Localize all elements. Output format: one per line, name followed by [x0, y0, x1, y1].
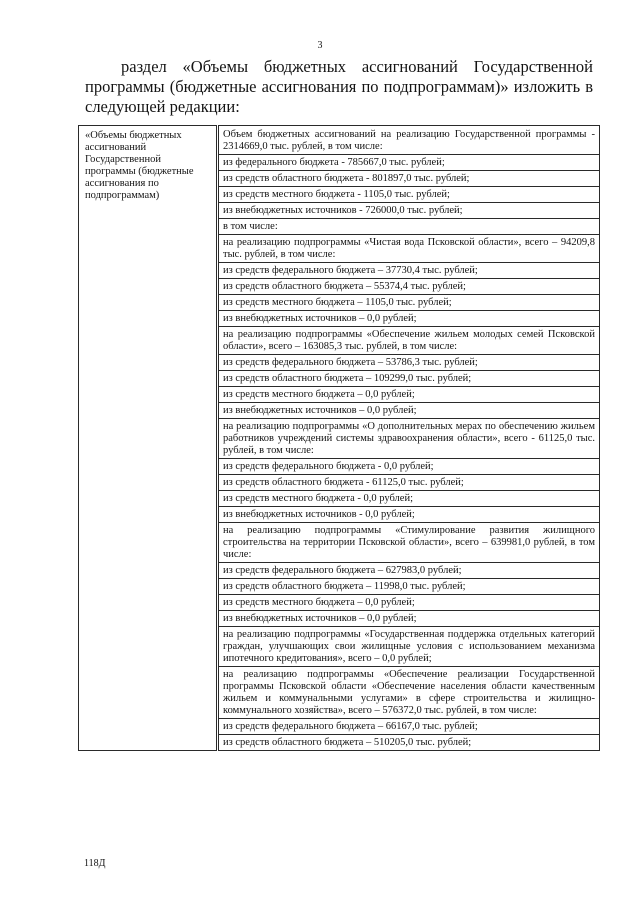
document-code: 118Д	[84, 858, 106, 869]
budget-table	[78, 125, 600, 751]
content-row: на реализацию подпрограммы «Чистая вода Псковской области», всего – 94209,8 тыс. рублей, в том числе:	[219, 234, 599, 262]
content-row: в том числе:	[219, 218, 599, 234]
content-row: на реализацию подпрограммы «О дополнительных мерах по обеспечению жильем работников учреждений системы здравоохранения области», всего - 61125,0 тыс. рублей, в том числе:	[219, 418, 599, 458]
table-row	[79, 126, 600, 751]
content-row: из средств областного бюджета – 510205,0 тыс. рублей;	[219, 734, 599, 750]
content-row: из средств областного бюджета – 11998,0 тыс. рублей;	[219, 578, 599, 594]
content-row: из средств областного бюджета - 801897,0 тыс. рублей;	[219, 170, 599, 186]
content-row: из средств местного бюджета – 0,0 рублей;	[219, 594, 599, 610]
content-row: на реализацию подпрограммы «Стимулирование развития жилищного строительства на территории Псковской области», всего – 639981,0 рублей, в том числе:	[219, 522, 599, 562]
content-row: из средств федерального бюджета – 627983,0 рублей;	[219, 562, 599, 578]
section-label-cell: «Объемы бюджетных ассигнований Государственной программы (бюджетные ассигнования по подпрограммам)	[79, 126, 218, 751]
intro-paragraph: раздел «Объемы бюджетных ассигнований Государственной программы (бюджетные ассигнования по подпрограммам)» изложить в следующей редакции:	[85, 57, 593, 116]
content-row: из средств областного бюджета - 61125,0 тыс. рублей;	[219, 474, 599, 490]
content-row: из внебюджетных источников – 0,0 рублей;	[219, 310, 599, 326]
content-row: из внебюджетных источников – 0,0 рублей;	[219, 402, 599, 418]
content-row: из внебюджетных источников - 0,0 рублей;	[219, 506, 599, 522]
content-row: из средств федерального бюджета - 0,0 рублей;	[219, 458, 599, 474]
content-row: из средств областного бюджета – 109299,0 тыс. рублей;	[219, 370, 599, 386]
content-row: из внебюджетных источников - 726000,0 тыс. рублей;	[219, 202, 599, 218]
content-row: из средств федерального бюджета – 37730,4 тыс. рублей;	[219, 262, 599, 278]
content-row: из федерального бюджета - 785667,0 тыс. рублей;	[219, 154, 599, 170]
content-row: на реализацию подпрограммы «Государственная поддержка отдельных категорий граждан, улучшающих свои жилищные условия с использованием механизма ипотечного кредитования», всего – 0,0 рублей;	[219, 626, 599, 666]
content-row: из средств местного бюджета - 0,0 рублей;	[219, 490, 599, 506]
content-row: Объем бюджетных ассигнований на реализацию Государственной программы - 2314669,0 тыс. рублей, в том числе:	[223, 129, 595, 152]
page-number: 3	[317, 40, 323, 51]
content-row: из средств федерального бюджета – 53786,3 тыс. рублей;	[219, 354, 599, 370]
section-content-cell	[218, 126, 600, 751]
content-row: из средств местного бюджета – 0,0 рублей;	[219, 386, 599, 402]
content-row: из средств федерального бюджета – 66167,0 тыс. рублей;	[219, 718, 599, 734]
content-row: на реализацию подпрограммы «Обеспечение реализации Государственной программы Псковской области «Обеспечение населения области качественным жильем и коммунальными услугами» в сфере строительства и жилищно-коммунального хозяйства», всего – 576372,0 тыс. рублей, в том числе:	[219, 666, 599, 718]
content-row: из средств местного бюджета - 1105,0 тыс. рублей;	[219, 186, 599, 202]
content-row: из внебюджетных источников – 0,0 рублей;	[219, 610, 599, 626]
content-row: из средств местного бюджета – 1105,0 тыс. рублей;	[219, 294, 599, 310]
content-row: на реализацию подпрограммы «Обеспечение жильем молодых семей Псковской области», всего – 163085,3 тыс. рублей, в том числе:	[219, 326, 599, 354]
content-row: из средств областного бюджета – 55374,4 тыс. рублей;	[219, 278, 599, 294]
